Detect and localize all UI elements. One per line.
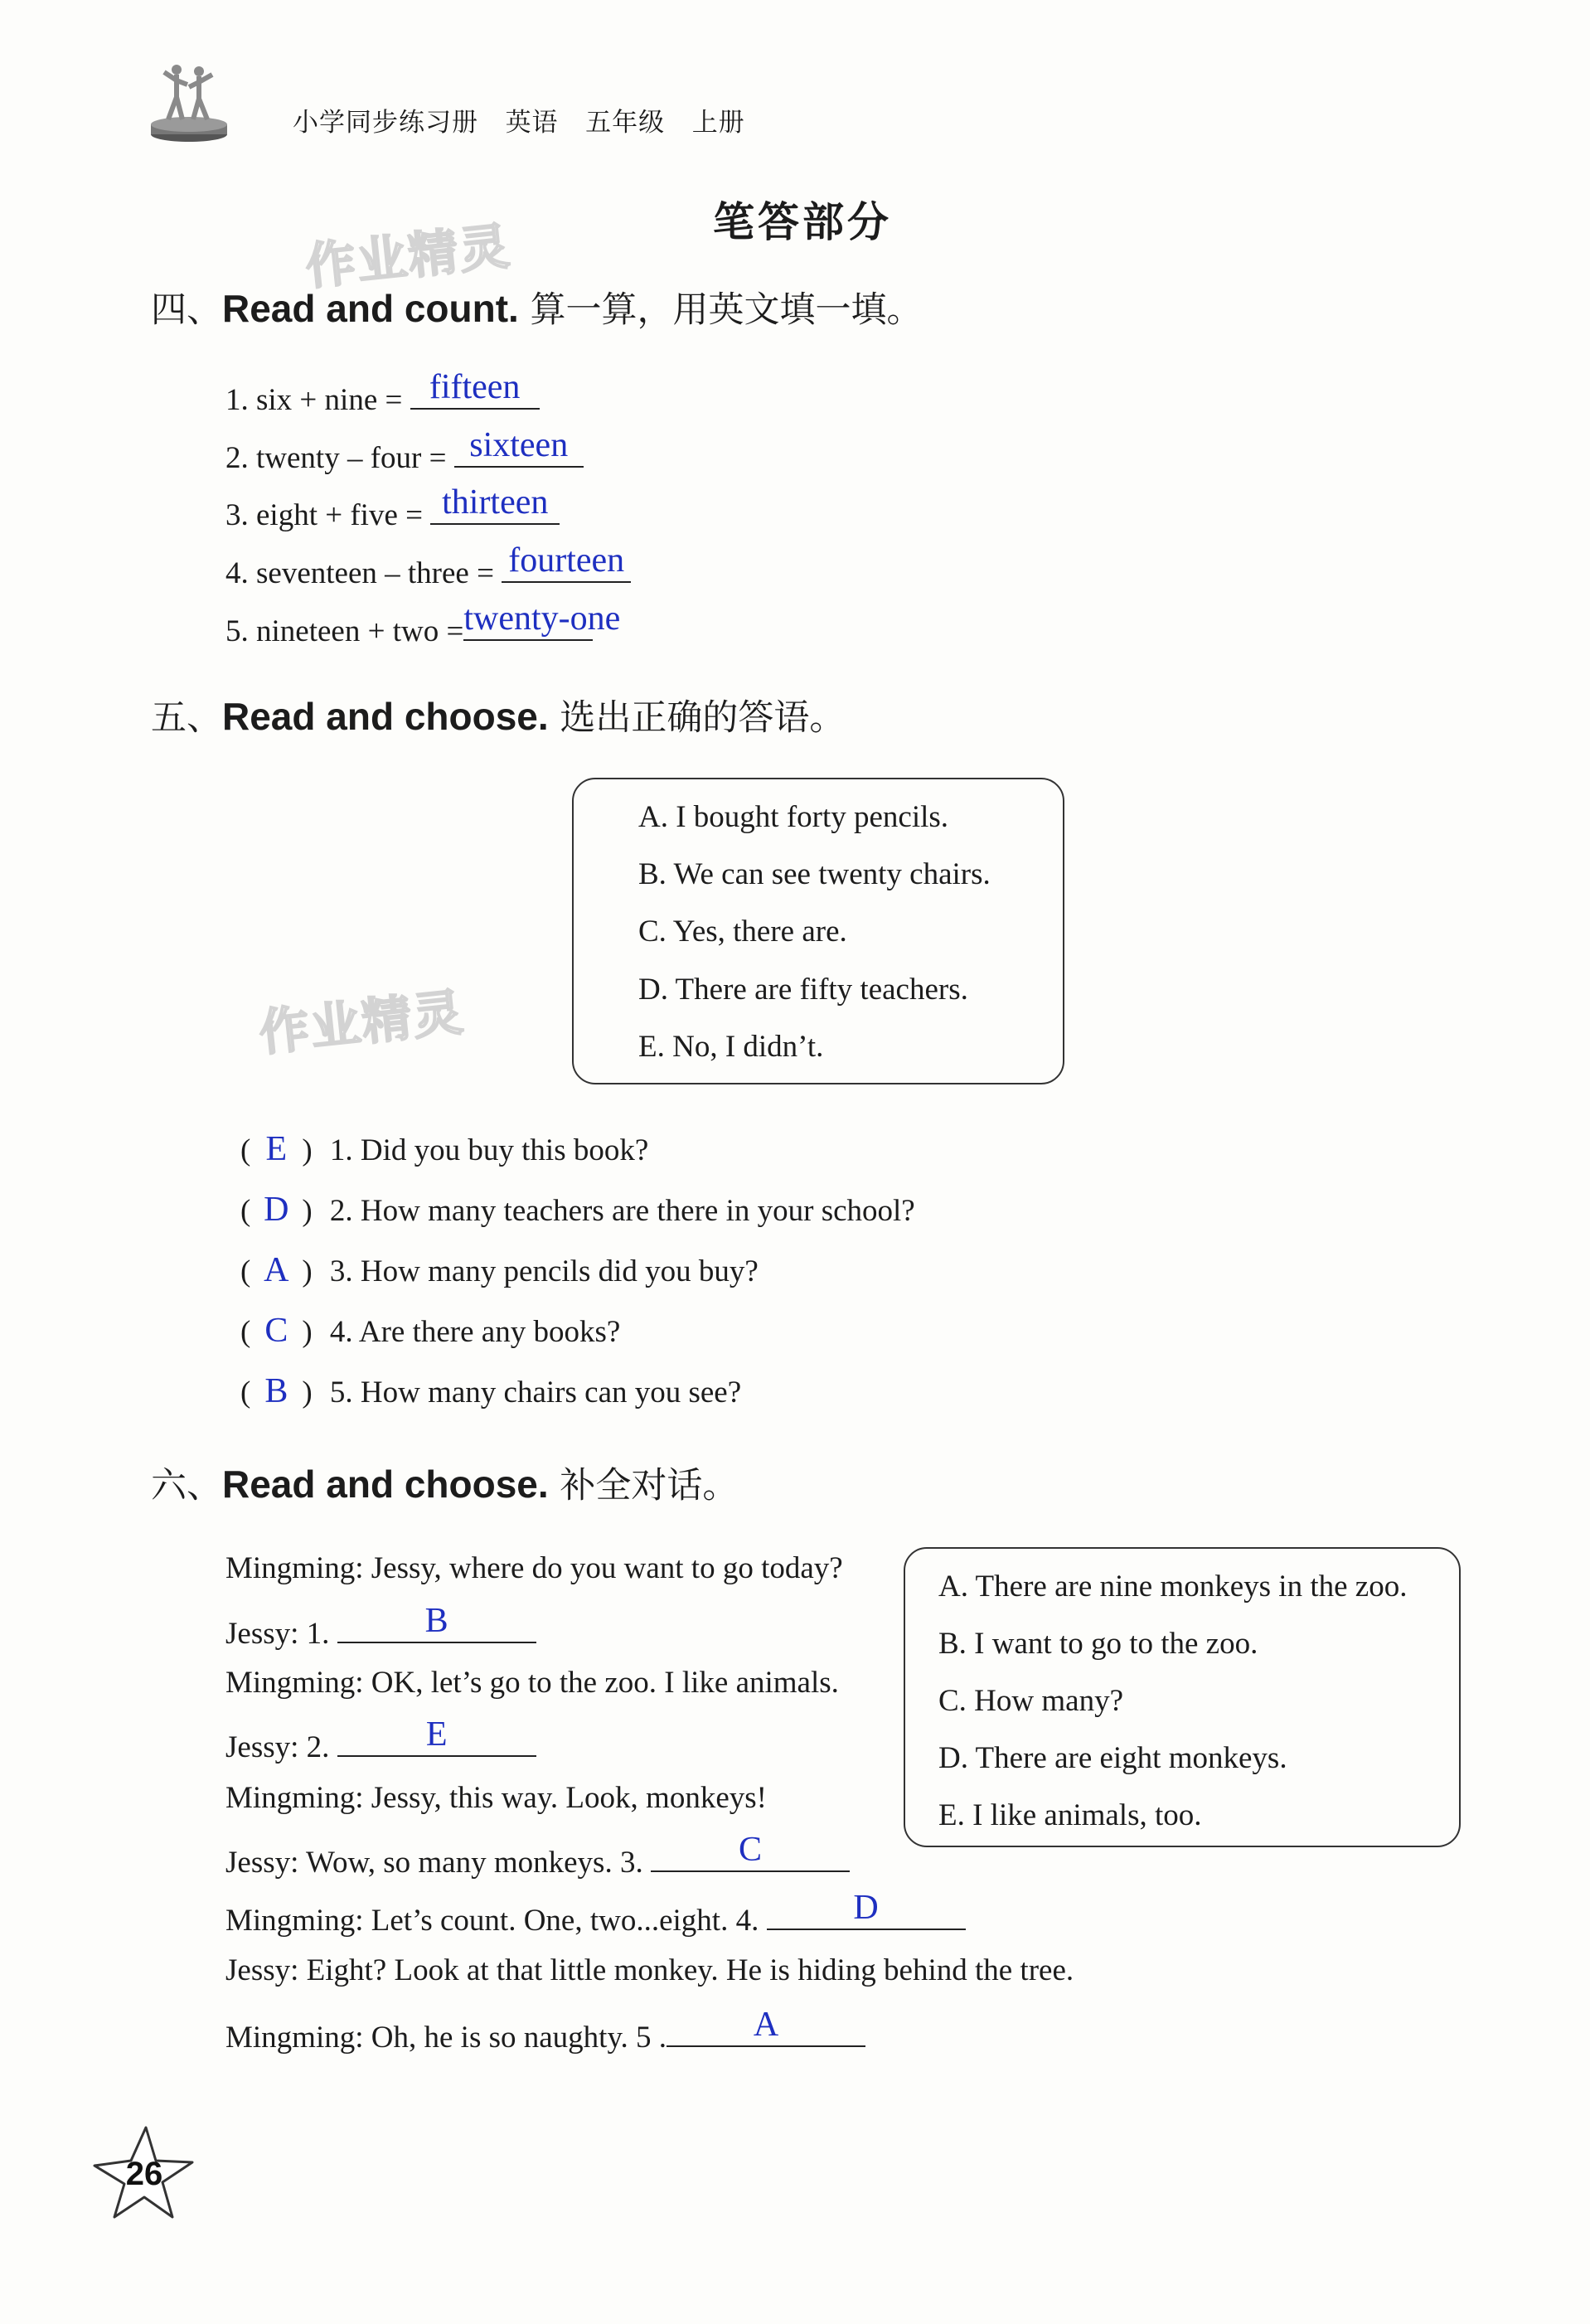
section-title-en: Read and choose. xyxy=(222,695,549,738)
dialogue-line: Jessy: 2. E xyxy=(225,1722,536,1765)
book-title: 小学同步练习册 xyxy=(293,108,478,138)
part-title: 笔答部分 xyxy=(713,198,892,246)
answer-blank[interactable] xyxy=(463,599,621,641)
answer-blank[interactable] xyxy=(337,1602,536,1643)
answer-blank[interactable] xyxy=(454,426,584,468)
answer: fifteen xyxy=(429,368,521,406)
answer-blank[interactable] xyxy=(651,1831,850,1872)
answer: twenty-one xyxy=(463,599,621,638)
option: E. I like animals, too. xyxy=(938,1798,1202,1832)
answer: thirteen xyxy=(442,483,549,522)
answer: fourteen xyxy=(508,541,625,580)
answer-choice[interactable]: C xyxy=(264,1312,288,1350)
dialogue-line: Jessy: 1. B xyxy=(225,1608,536,1652)
logo-icon xyxy=(148,60,230,147)
section-title-en: Read and count. xyxy=(222,287,519,330)
count-item: 1. six + nine = fifteen xyxy=(225,375,540,418)
section-number: 四、 xyxy=(151,289,222,331)
section-6-heading xyxy=(151,1458,738,1508)
answer-choice[interactable]: E xyxy=(265,1130,288,1168)
answer-blank[interactable] xyxy=(337,1715,536,1757)
header-logo xyxy=(148,60,230,147)
answer: B xyxy=(424,1602,448,1640)
answer: D xyxy=(853,1889,879,1927)
section-4-heading xyxy=(151,282,922,332)
choose-question: ( B ) 5. How many chairs can you see? xyxy=(240,1372,742,1410)
answer-blank[interactable] xyxy=(667,2006,865,2047)
answer-blank[interactable] xyxy=(410,368,540,410)
grade: 五年级 xyxy=(585,108,666,138)
answer-choice[interactable]: B xyxy=(264,1372,288,1410)
options-box xyxy=(572,778,1064,1084)
option: C. How many? xyxy=(938,1684,1123,1718)
volume: 上册 xyxy=(691,108,745,138)
answer-blank[interactable] xyxy=(502,541,631,583)
option: B. We can see twenty chairs. xyxy=(638,857,991,891)
option: A. I bought forty pencils. xyxy=(638,800,949,834)
dialogue-line: Mingming: Let’s count. One, two...eight. 4. D xyxy=(225,1895,966,1938)
answer: A xyxy=(753,2006,779,2044)
dialogue-line: Mingming: Oh, he is so naughty. 5 . A xyxy=(225,2012,865,2055)
section-5-heading xyxy=(151,690,845,740)
section-title-cn: 算一算，用英文填一填。 xyxy=(530,289,923,331)
choose-question: ( E ) 1. Did you buy this book? xyxy=(240,1130,649,1168)
section-number: 六、 xyxy=(151,1465,222,1506)
dialogue-line: Mingming: Jessy, this way. Look, monkeys! xyxy=(225,1781,767,1815)
option: D. There are fifty teachers. xyxy=(638,973,968,1007)
section-title-cn: 补全对话。 xyxy=(560,1465,739,1506)
watermark: 作业精灵 xyxy=(303,217,514,297)
subject: 英语 xyxy=(505,108,559,138)
dialogue-line: Jessy: Wow, so many monkeys. 3. C xyxy=(225,1837,850,1880)
dialogue-line: Mingming: OK, let’s go to the zoo. I like animals. xyxy=(225,1666,839,1700)
header-title xyxy=(293,101,745,138)
count-item: 2. twenty – four = sixteen xyxy=(225,433,584,476)
answer-choice[interactable]: A xyxy=(264,1251,289,1289)
option: B. I want to go to the zoo. xyxy=(938,1627,1258,1661)
option: D. There are eight monkeys. xyxy=(938,1741,1287,1775)
watermark: 作业精灵 xyxy=(256,983,468,1063)
option: A. There are nine monkeys in the zoo. xyxy=(938,1570,1408,1604)
dialogue-line: Jessy: Eight? Look at that little monkey. He is hiding behind the tree. xyxy=(225,1953,1074,1987)
choose-question: ( A ) 3. How many pencils did you buy? xyxy=(240,1251,759,1289)
answer-choice[interactable]: D xyxy=(264,1191,289,1229)
dialogue-options-box xyxy=(904,1547,1461,1847)
count-item: 3. eight + five = thirteen xyxy=(225,490,560,533)
page-number: 26 xyxy=(125,2156,163,2192)
section-title-cn: 选出正确的答语。 xyxy=(560,697,846,739)
count-item: 4. seventeen – three = fourteen xyxy=(225,548,631,591)
choose-question: ( C ) 4. Are there any books? xyxy=(240,1312,621,1350)
count-item: 5. nineteen + two = twenty-one xyxy=(225,599,621,648)
page-number-badge xyxy=(90,2124,197,2224)
option: E. No, I didn’t. xyxy=(638,1030,824,1064)
section-title-en: Read and choose. xyxy=(222,1463,549,1506)
answer: C xyxy=(738,1831,762,1869)
option: C. Yes, there are. xyxy=(638,915,847,949)
answer: sixteen xyxy=(469,426,569,464)
choose-question: ( D ) 2. How many teachers are there in your school? xyxy=(240,1191,915,1229)
answer-blank[interactable] xyxy=(430,483,560,525)
answer: E xyxy=(425,1715,448,1754)
dialogue-line: Mingming: Jessy, where do you want to go today? xyxy=(225,1551,843,1585)
section-number: 五、 xyxy=(151,697,222,739)
answer-blank[interactable] xyxy=(767,1889,966,1930)
